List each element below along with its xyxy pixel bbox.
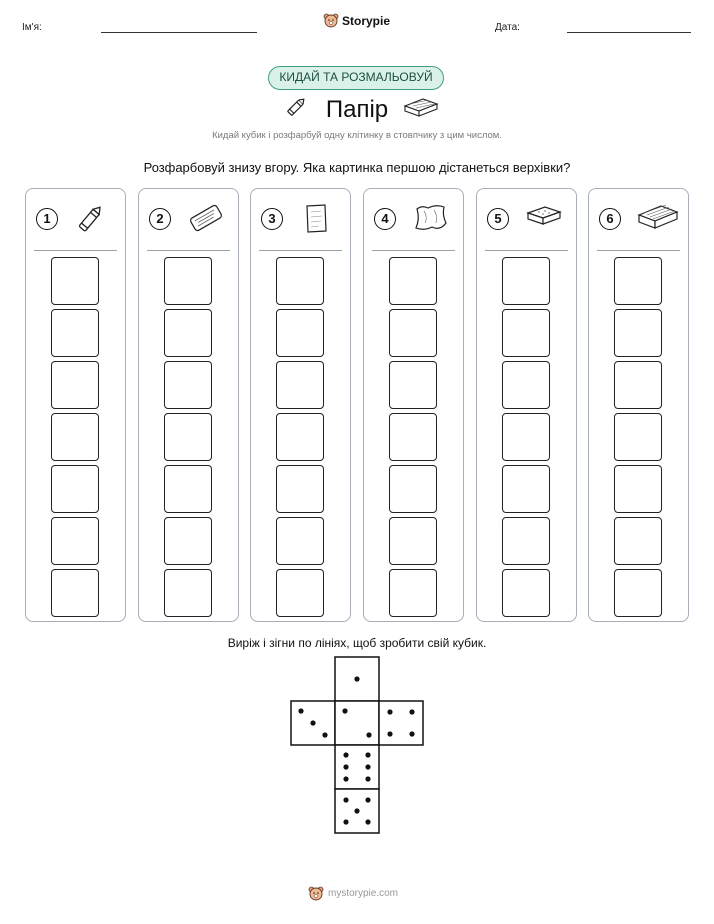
- instruction-text: Розфарбовуй знизу вгору. Яка картинка першою дістанеться верхівки?: [143, 160, 571, 175]
- bear-logo-icon: [308, 886, 324, 901]
- date-line[interactable]: [567, 32, 691, 33]
- wood-log-icon: [187, 201, 225, 235]
- net-caption: Виріж і зігни по лініях, щоб зробити свій кубик.: [227, 636, 487, 650]
- pip: [298, 708, 303, 713]
- pip: [387, 709, 392, 714]
- page-title: Папір: [325, 96, 389, 123]
- sponge-icon: [525, 201, 563, 231]
- color-cell[interactable]: [502, 309, 550, 357]
- color-cell[interactable]: [51, 569, 99, 617]
- color-cell[interactable]: [164, 309, 212, 357]
- pip: [343, 819, 348, 824]
- color-cell[interactable]: [389, 257, 437, 305]
- dice-face-4: [379, 701, 423, 745]
- color-cell[interactable]: [502, 569, 550, 617]
- pip: [342, 708, 347, 713]
- column-number: 6: [599, 208, 621, 230]
- column-divider: [485, 250, 568, 251]
- pip: [365, 764, 370, 769]
- activity-badge: КИДАЙ ТА РОЗМАЛЬОВУЙ: [268, 66, 444, 90]
- dice-face-6: [335, 745, 379, 789]
- color-cell[interactable]: [502, 257, 550, 305]
- column-3: [250, 188, 351, 622]
- color-cell[interactable]: [164, 517, 212, 565]
- color-cell[interactable]: [164, 413, 212, 461]
- color-cell[interactable]: [389, 361, 437, 409]
- bear-logo-icon: [323, 13, 339, 28]
- pip: [365, 752, 370, 757]
- pip: [343, 776, 348, 781]
- color-cell[interactable]: [276, 361, 324, 409]
- crayon-icon: [74, 201, 108, 235]
- color-cell[interactable]: [51, 517, 99, 565]
- pip: [365, 819, 370, 824]
- color-cell[interactable]: [51, 309, 99, 357]
- color-cell[interactable]: [276, 517, 324, 565]
- pip: [343, 752, 348, 757]
- color-cell[interactable]: [502, 413, 550, 461]
- color-cell[interactable]: [276, 309, 324, 357]
- color-cell[interactable]: [276, 413, 324, 461]
- column-number: 5: [487, 208, 509, 230]
- column-divider: [597, 250, 680, 251]
- footer-url: mystorypie.com: [328, 888, 399, 899]
- color-cell[interactable]: [164, 257, 212, 305]
- paper-sheet-icon: [299, 201, 333, 235]
- cloth-icon: [412, 201, 450, 235]
- color-cell[interactable]: [614, 517, 662, 565]
- column-divider: [147, 250, 230, 251]
- color-cell[interactable]: [276, 257, 324, 305]
- column-number: 2: [149, 208, 171, 230]
- column-divider: [372, 250, 455, 251]
- color-cell[interactable]: [614, 569, 662, 617]
- color-cell[interactable]: [389, 517, 437, 565]
- date-label: Дата:: [495, 22, 520, 33]
- color-cell[interactable]: [389, 413, 437, 461]
- pip: [354, 676, 359, 681]
- color-cell[interactable]: [164, 569, 212, 617]
- pip: [343, 764, 348, 769]
- column-number: 3: [261, 208, 283, 230]
- color-cell[interactable]: [502, 465, 550, 513]
- column-5: [476, 188, 577, 622]
- dice-face-2: [335, 701, 379, 745]
- column-6: [588, 188, 689, 622]
- wood-plank-icon: [637, 201, 679, 233]
- color-cell[interactable]: [51, 413, 99, 461]
- column-divider: [259, 250, 342, 251]
- footer: [308, 886, 398, 901]
- color-cell[interactable]: [51, 257, 99, 305]
- color-cell[interactable]: [389, 465, 437, 513]
- color-cell[interactable]: [614, 465, 662, 513]
- color-cell[interactable]: [614, 309, 662, 357]
- name-label: Ім'я:: [22, 22, 42, 33]
- name-line[interactable]: [101, 32, 257, 33]
- column-number: 1: [36, 208, 58, 230]
- pip: [366, 732, 371, 737]
- color-cell[interactable]: [614, 361, 662, 409]
- column-number: 4: [374, 208, 396, 230]
- color-cell[interactable]: [164, 465, 212, 513]
- color-cell[interactable]: [614, 257, 662, 305]
- color-cell[interactable]: [389, 569, 437, 617]
- pip: [409, 731, 414, 736]
- color-cell[interactable]: [502, 361, 550, 409]
- column-1: [25, 188, 126, 622]
- color-cell[interactable]: [276, 569, 324, 617]
- brand-logo: [323, 13, 390, 28]
- pip: [409, 709, 414, 714]
- wood-plank-icon: [403, 96, 439, 118]
- pip: [354, 808, 359, 813]
- pip: [343, 797, 348, 802]
- color-cell[interactable]: [614, 413, 662, 461]
- pip: [387, 731, 392, 736]
- dice-net: [290, 656, 426, 836]
- pip: [310, 720, 315, 725]
- column-4: [363, 188, 464, 622]
- color-cell[interactable]: [276, 465, 324, 513]
- color-cell[interactable]: [51, 361, 99, 409]
- pip: [365, 797, 370, 802]
- brand-name: Storypie: [342, 13, 391, 28]
- color-cell[interactable]: [389, 309, 437, 357]
- pip: [322, 732, 327, 737]
- color-cell[interactable]: [51, 465, 99, 513]
- column-2: [138, 188, 239, 622]
- column-divider: [34, 250, 117, 251]
- color-cell[interactable]: [164, 361, 212, 409]
- subtitle: Кидай кубик і розфарбуй одну клітинку в стовпчику з цим числом.: [212, 130, 502, 141]
- color-cell[interactable]: [502, 517, 550, 565]
- pip: [365, 776, 370, 781]
